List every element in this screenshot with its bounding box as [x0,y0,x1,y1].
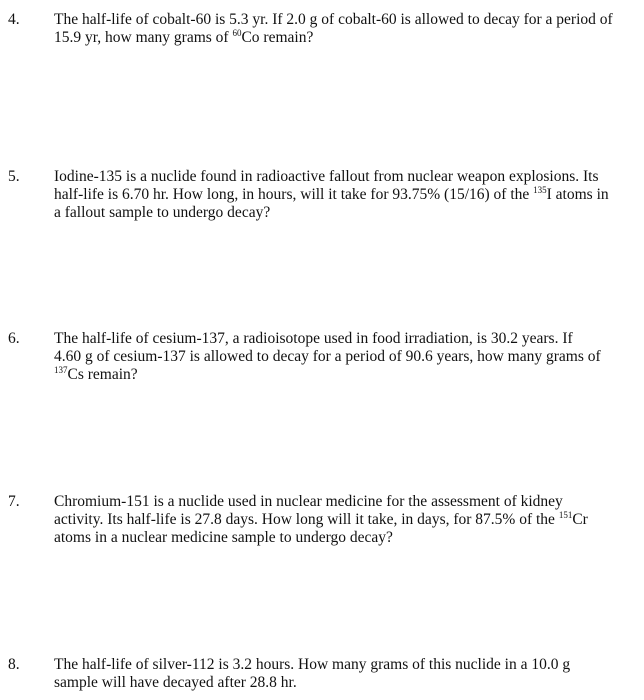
problem-text [54,330,601,384]
problem-line [54,511,588,529]
text-run: sample will have decayed after 28.8 hr. [54,674,297,691]
problem-line [54,204,609,222]
text-run: Cs remain? [67,366,138,383]
text-run: activity. Its half-life is 27.8 days. How long will it take, in days, for 87.5% of the [54,511,559,528]
problem-line [54,656,570,674]
mass-number-superscript: 151 [558,510,573,520]
problem-line [54,330,601,348]
text-run: half-life is 6.70 hr. How long, in hours, will it take for 93.75% (15/16) of the [54,186,534,203]
problem-number: 7. [8,493,20,510]
problem-line [54,186,609,204]
mass-number-superscript: 135 [533,185,547,195]
text-run: The half-life of cobalt-60 is 5.3 yr. If 2.0 g of cobalt-60 is allowed to decay for a period of [54,11,613,28]
problem-line [54,674,570,692]
text-run: Iodine-135 is a nuclide found in radioactive fallout from nuclear weapon explosions. Its [54,168,599,185]
text-run: 4.60 g of cesium-137 is allowed to decay for a period of 90.6 years, how many grams of [54,348,601,365]
problem-text [54,11,613,47]
text-run: The half-life of silver-112 is 3.2 hours. How many grams of this nuclide in a 10.0 g [54,656,571,673]
problem-line [54,366,601,384]
problem-number: 8. [8,656,20,673]
problem-text [54,168,609,222]
text-run: The half-life of cesium-137, a radioisotope used in food irradiation, is 30.2 years. If [54,330,573,347]
problem-line [54,168,609,186]
mass-number-superscript: 60 [232,28,242,38]
problem-number: 4. [8,11,20,28]
mass-number-superscript: 137 [54,365,68,375]
problem-line [54,529,588,547]
text-run: atoms in a nuclear medicine sample to undergo decay? [54,529,393,546]
problem-number: 5. [8,168,20,185]
text-run: Co remain? [241,29,314,46]
text-run: a fallout sample to undergo decay? [54,204,271,221]
problem-line [54,11,613,29]
text-run: Chromium-151 is a nuclide used in nuclear medicine for the assessment of kidney [54,493,563,510]
text-run: Cr [572,511,588,528]
problem-line [54,29,613,47]
text-run: 15.9 yr, how many grams of [54,29,233,46]
problem-line [54,348,601,366]
problem-number: 6. [8,330,20,347]
problem-text [54,656,570,692]
problem-line [54,493,588,511]
text-run: I atoms in [546,186,609,203]
problem-text [54,493,588,547]
